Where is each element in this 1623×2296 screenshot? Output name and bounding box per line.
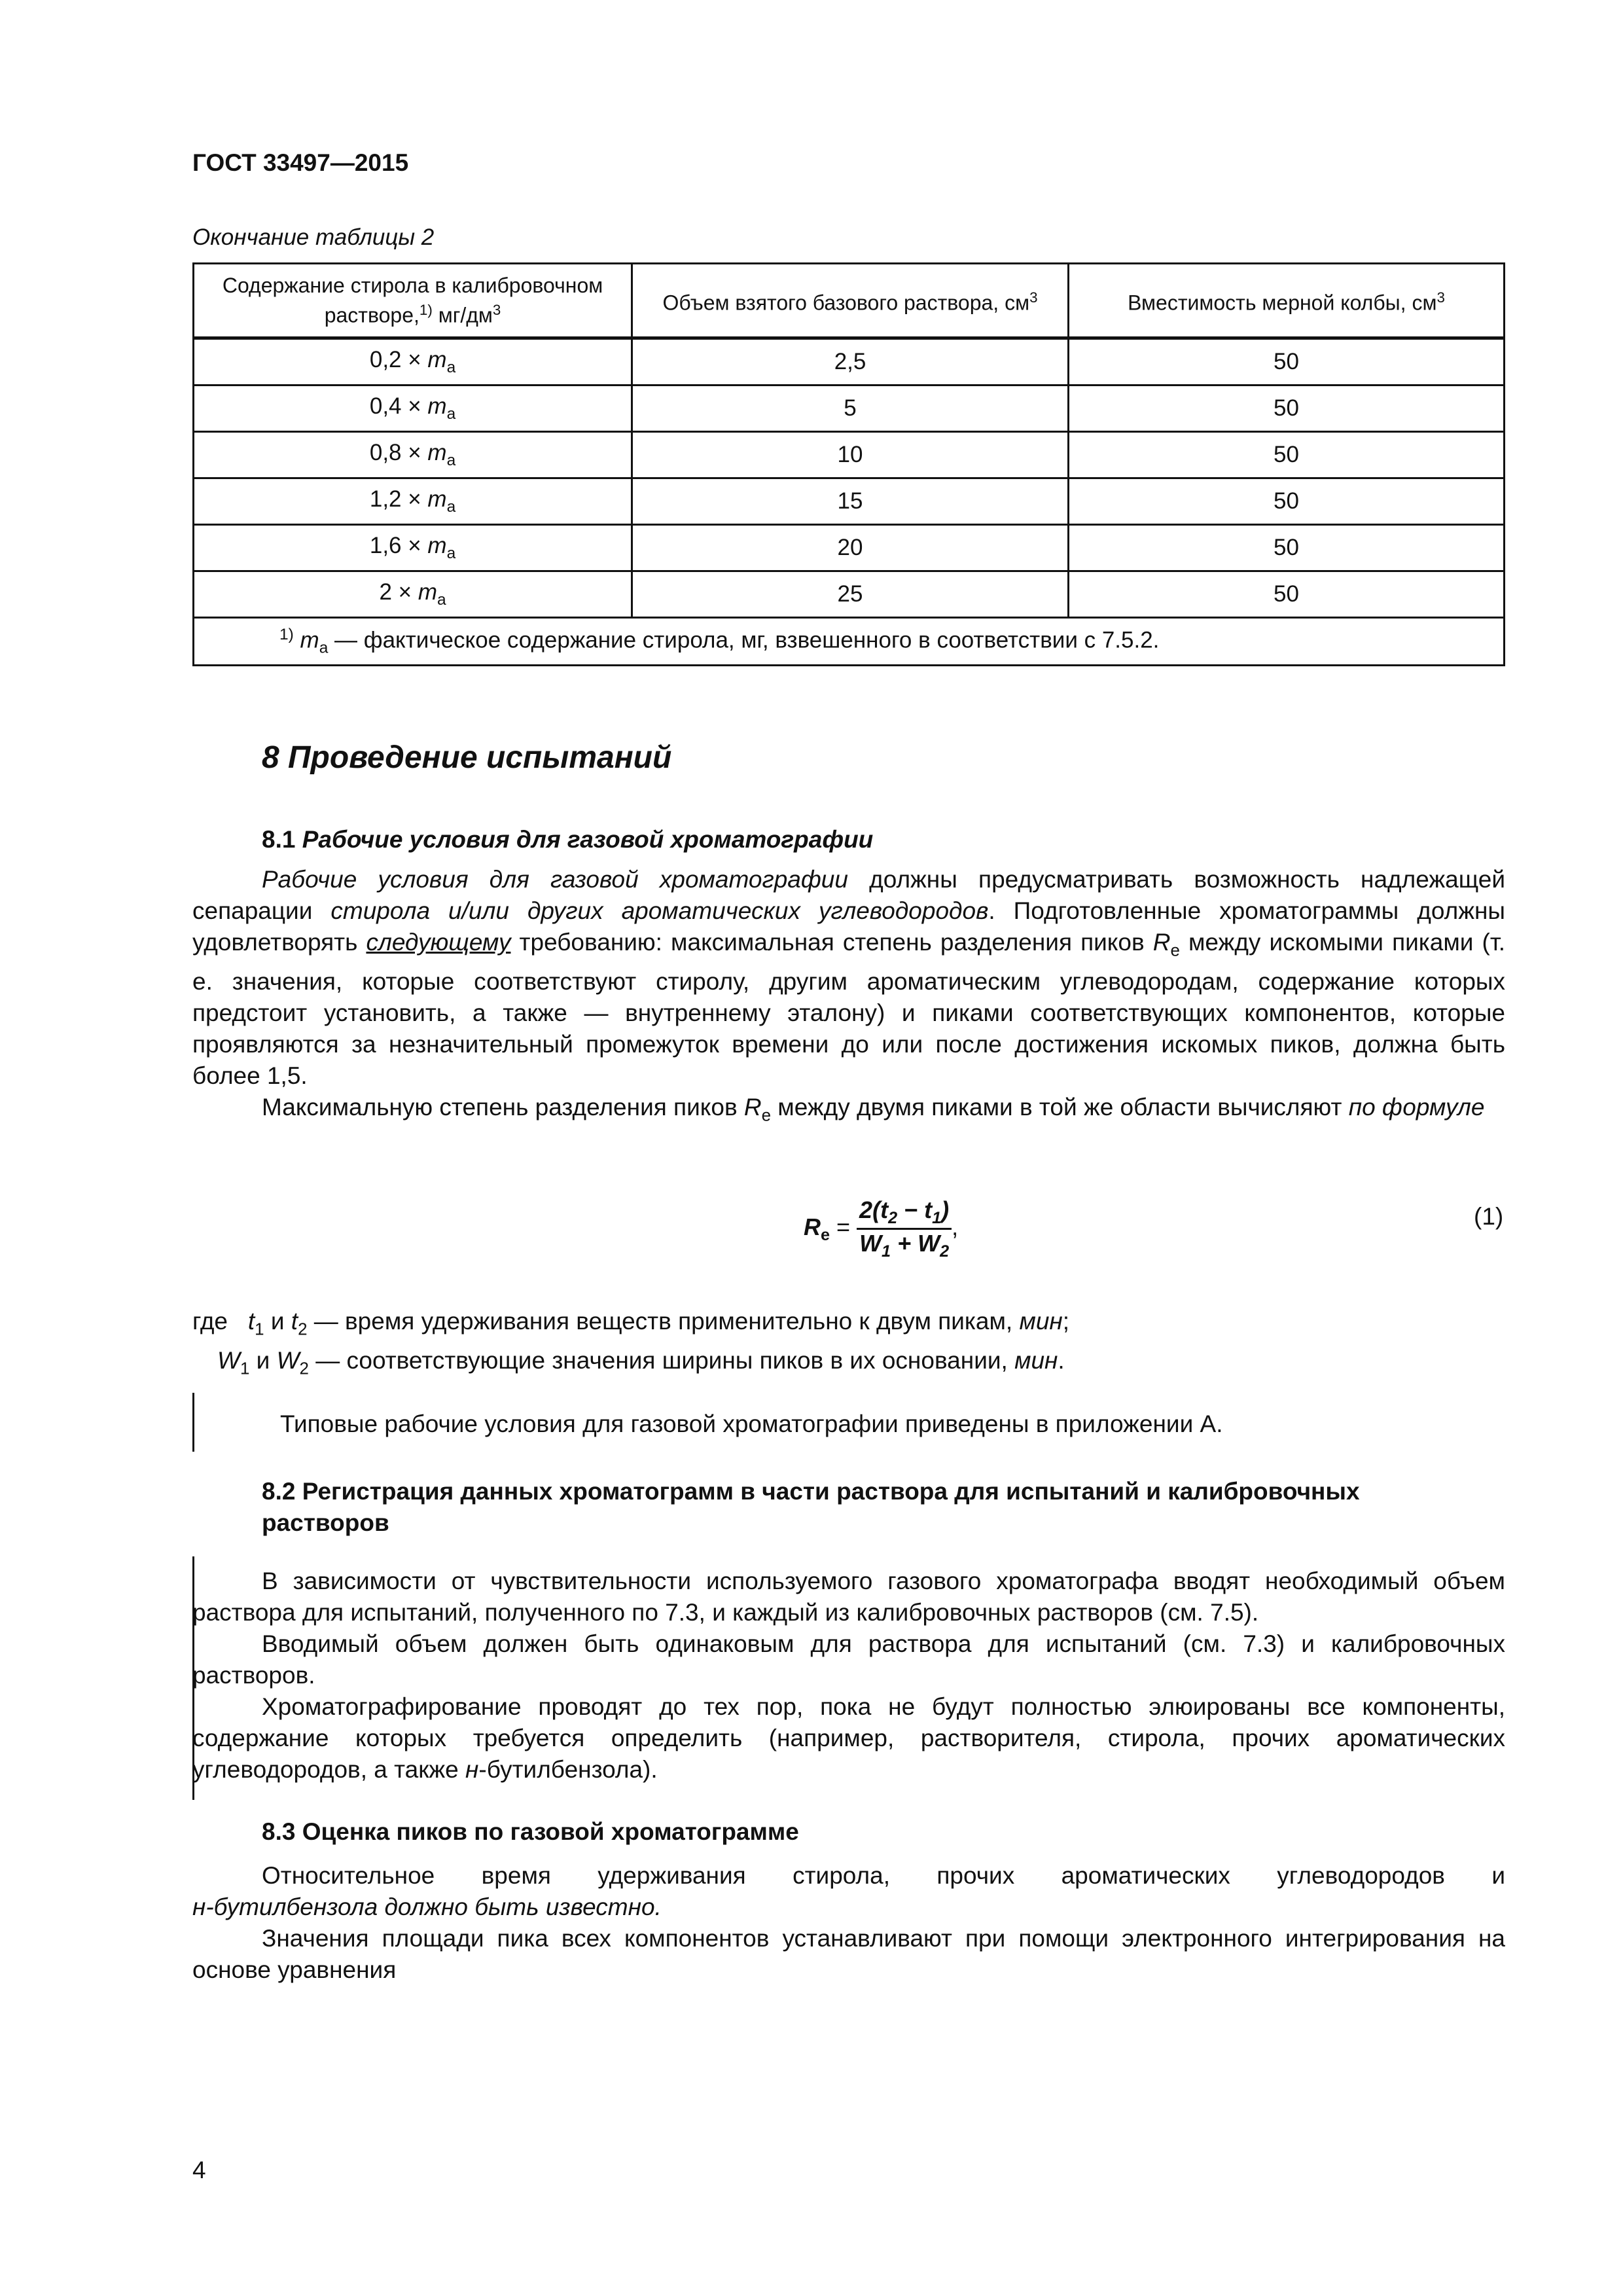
table-footnote: $^{1)}$ $m_a$ — фактическое содержание стирола, мг, взвешенного в соответствии с 7.5.2. <box>194 618 1505 666</box>
cell-volume: 25 <box>632 571 1069 618</box>
where-line-2: $W_1$ и $W_2$ — соответствующие значения ширины пиков в их основании, мин. <box>217 1347 1065 1378</box>
cell-flask: 50 <box>1068 571 1504 618</box>
paragraph-8-3: Относительное время удерживания стирола, прочих ароматических углеводородов и н-бутилбензола должно быть известно. Значения площади пика всех компонентов устанавливают при помощи электронного интегрирования на основе уравнения <box>192 1862 1505 1983</box>
header-flask-capacity: Вместимость мерной колбы, $см^3$ <box>1068 264 1504 338</box>
table-row <box>194 525 1505 571</box>
change-bar <box>192 1393 194 1452</box>
note-typical-conditions: Типовые рабочие условия для газовой хроматографии приведены в приложении А. <box>280 1410 1223 1437</box>
paragraph-8-2: В зависимости от чувствительности используемого газового хроматографа вводят необходимый объем раствора для испытаний, полученного по 7.3, и каждый из калибровочных растворов (см. 7.5). Вводимый объем должен быть одинаковым для раствора для испытаний (см. 7.3) и калибровочных растворов. Хроматографирование проводят до тех пор, пока не будут полностью элюированы все компоненты, содержание которых требуется определить (например, растворителя, стирола, прочих ароматических углеводородов, а также н-бутилбензола). <box>192 1568 1505 1783</box>
cell-content: $2 \times m_a$ <box>194 571 632 618</box>
subsection-8-1-title: 8.1 Рабочие условия для газовой хроматографии <box>262 826 874 853</box>
formula-fraction: $\frac{2(t_2 - t_1)}{W_1 + W_2}$ <box>857 1196 952 1261</box>
paragraph-8-1-requirements: Рабочие условия для газовой хроматографии должны предусматривать возможность надлежащей сепарации стирола и/или других ароматических углеводородов. Подготовленные хроматограммы должны удовлетворять следующему требованию: максимальная степень разделения пиков $R_e$ между искомыми пиками (т. е. значения, которые соответствуют стиролу, другим ароматическим углеводородам, содержание которых предстоит установить, а также — внутреннему эталону) и пиками соответствующих компонентов, которые проявляются за незначительный промежуток времени до или после достижения искомых пиков, должна быть более 1,5. Максимальную степень разделения пиков $R_e$ между двумя пиками в той же области вычисляют по формуле <box>192 866 1505 1125</box>
where-line-1: где $t_1$ и $t_2$ — время удерживания веществ применительно к двум пикам, мин; <box>192 1308 1070 1339</box>
table-row <box>194 478 1505 525</box>
page-number: 4 <box>192 2157 206 2183</box>
cell-volume: 5 <box>632 386 1069 432</box>
subsection-8-2-title: 8.2 Регистрация данных хроматограмм в части раствора для испытаний и калибровочных растворов <box>262 1478 1360 1536</box>
table-caption: Окончание таблицы 2 <box>192 224 435 250</box>
cell-volume: 2,5 <box>632 338 1069 386</box>
cell-flask: 50 <box>1068 478 1504 525</box>
table-footnote-row <box>194 618 1505 666</box>
cell-volume: 20 <box>632 525 1069 571</box>
table-row <box>194 338 1505 386</box>
cell-flask: 50 <box>1068 386 1504 432</box>
section-title: 8 Проведение испытаний <box>262 740 672 775</box>
cell-flask: 50 <box>1068 338 1504 386</box>
table-row <box>194 571 1505 618</box>
calibration-table <box>192 262 1505 666</box>
header-stock-volume: Объем взятого базового раствора, $см^3$ <box>632 264 1069 338</box>
table-header-row <box>194 264 1505 338</box>
cell-volume: 15 <box>632 478 1069 525</box>
table-row <box>194 432 1505 478</box>
cell-content: $1,6 \times m_a$ <box>194 525 632 571</box>
cell-content: $0,4 \times m_a$ <box>194 386 632 432</box>
cell-content: $0,2 \times m_a$ <box>194 338 632 386</box>
subsection-8-3-title: 8.3 Оценка пиков по газовой хроматограмме <box>262 1818 799 1845</box>
table-row <box>194 386 1505 432</box>
cell-content: $1,2 \times m_a$ <box>194 478 632 525</box>
cell-flask: 50 <box>1068 432 1504 478</box>
header-styrene-content: Содержание стирола в калибровочном растворе,$^{1)}$ $мг/дм^3$ <box>194 264 632 338</box>
resolution-formula: $R_e$ = $\frac{2(t_2 - t_1)}{W_1 + W_2}$ , <box>804 1196 959 1261</box>
cell-flask: 50 <box>1068 525 1504 571</box>
cell-content: $0,8 \times m_a$ <box>194 432 632 478</box>
document-header: ГОСТ 33497—2015 <box>192 149 409 176</box>
equation-number: (1) <box>1474 1203 1504 1230</box>
cell-volume: 10 <box>632 432 1069 478</box>
